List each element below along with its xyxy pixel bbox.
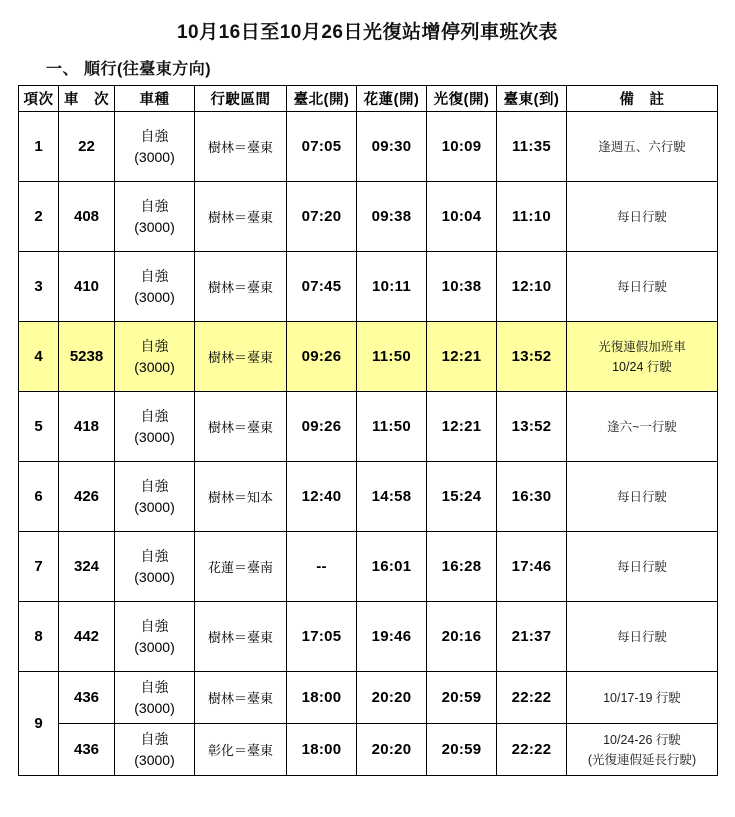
cell-no: 3 bbox=[19, 252, 59, 322]
cell-guangfu: 20:59 bbox=[427, 724, 497, 776]
cell-taitung: 12:10 bbox=[497, 252, 567, 322]
cell-hualien: 20:20 bbox=[357, 724, 427, 776]
cell-type bbox=[115, 462, 195, 532]
cell-taitung: 11:35 bbox=[497, 112, 567, 182]
column-header-note: 備 註 bbox=[567, 86, 718, 112]
cell-type-line2: (3000) bbox=[134, 288, 175, 305]
cell-type bbox=[115, 672, 195, 724]
cell-segment: 樹林＝臺東 bbox=[195, 112, 287, 182]
column-header-guangfu: 光復(開) bbox=[427, 86, 497, 112]
cell-taipei: 07:20 bbox=[287, 182, 357, 252]
cell-note bbox=[567, 602, 718, 672]
cell-no: 4 bbox=[19, 322, 59, 392]
cell-type-line2: (3000) bbox=[134, 699, 175, 716]
column-header-type: 車種 bbox=[115, 86, 195, 112]
cell-note-line1: 逢六~一行駛 bbox=[607, 419, 677, 434]
cell-note bbox=[567, 392, 718, 462]
table-row bbox=[19, 532, 718, 602]
table-row-highlighted bbox=[19, 322, 718, 392]
table-header-row bbox=[19, 86, 718, 112]
cell-note-line1: 逢週五、六行駛 bbox=[598, 139, 686, 154]
cell-type-line1: 自強 bbox=[140, 618, 169, 635]
column-header-train: 車 次 bbox=[59, 86, 115, 112]
cell-taipei: 09:26 bbox=[287, 392, 357, 462]
cell-type-line1: 自強 bbox=[140, 731, 169, 748]
cell-hualien: 16:01 bbox=[357, 532, 427, 602]
cell-segment: 彰化＝臺東 bbox=[195, 724, 287, 776]
cell-segment: 樹林＝臺東 bbox=[195, 182, 287, 252]
cell-train: 442 bbox=[59, 602, 115, 672]
cell-taipei: 07:05 bbox=[287, 112, 357, 182]
cell-type-line1: 自強 bbox=[140, 128, 169, 145]
cell-segment: 樹林＝臺東 bbox=[195, 602, 287, 672]
cell-note-line1: 光復連假加班車 bbox=[598, 339, 686, 354]
cell-note-line1: 每日行駛 bbox=[616, 209, 667, 224]
cell-type bbox=[115, 724, 195, 776]
cell-note bbox=[567, 112, 718, 182]
cell-type-line2: (3000) bbox=[134, 358, 175, 375]
cell-type-line2: (3000) bbox=[134, 568, 175, 585]
cell-train: 22 bbox=[59, 112, 115, 182]
cell-type-line2: (3000) bbox=[134, 218, 175, 235]
cell-segment: 樹林＝臺東 bbox=[195, 392, 287, 462]
cell-type bbox=[115, 532, 195, 602]
cell-taitung: 16:30 bbox=[497, 462, 567, 532]
cell-taitung: 17:46 bbox=[497, 532, 567, 602]
cell-hualien: 19:46 bbox=[357, 602, 427, 672]
cell-taitung: 21:37 bbox=[497, 602, 567, 672]
cell-hualien: 09:30 bbox=[357, 112, 427, 182]
cell-type bbox=[115, 112, 195, 182]
cell-hualien: 11:50 bbox=[357, 322, 427, 392]
cell-guangfu: 16:28 bbox=[427, 532, 497, 602]
cell-no: 7 bbox=[19, 532, 59, 602]
cell-guangfu: 12:21 bbox=[427, 392, 497, 462]
cell-note bbox=[567, 462, 718, 532]
cell-no: 8 bbox=[19, 602, 59, 672]
cell-taipei: 07:45 bbox=[287, 252, 357, 322]
cell-no: 5 bbox=[19, 392, 59, 462]
cell-segment: 樹林＝臺東 bbox=[195, 672, 287, 724]
cell-type-line1: 自強 bbox=[140, 548, 169, 565]
cell-note bbox=[567, 672, 718, 724]
page-title: 10月16日至10月26日光復站增停列車班次表 bbox=[176, 22, 559, 43]
cell-train: 408 bbox=[59, 182, 115, 252]
cell-guangfu: 15:24 bbox=[427, 462, 497, 532]
cell-train: 5238 bbox=[59, 322, 115, 392]
cell-taipei: 18:00 bbox=[287, 672, 357, 724]
cell-train: 324 bbox=[59, 532, 115, 602]
cell-type-line1: 自強 bbox=[140, 338, 169, 355]
cell-train: 436 bbox=[59, 724, 115, 776]
table-row bbox=[19, 602, 718, 672]
cell-hualien: 10:11 bbox=[357, 252, 427, 322]
column-header-segment: 行駛區間 bbox=[195, 86, 287, 112]
cell-note bbox=[567, 182, 718, 252]
cell-note-line1: 每日行駛 bbox=[616, 489, 667, 504]
cell-hualien: 14:58 bbox=[357, 462, 427, 532]
cell-type bbox=[115, 252, 195, 322]
cell-type-line2: (3000) bbox=[134, 428, 175, 445]
column-header-no: 項次 bbox=[19, 86, 59, 112]
table-row bbox=[19, 672, 718, 724]
cell-hualien: 20:20 bbox=[357, 672, 427, 724]
cell-segment: 樹林＝臺東 bbox=[195, 322, 287, 392]
cell-type-line1: 自強 bbox=[140, 679, 169, 696]
column-header-hualien: 花蓮(開) bbox=[357, 86, 427, 112]
cell-note bbox=[567, 724, 718, 776]
cell-no: 1 bbox=[19, 112, 59, 182]
cell-train: 436 bbox=[59, 672, 115, 724]
cell-segment: 花蓮＝臺南 bbox=[195, 532, 287, 602]
cell-note bbox=[567, 252, 718, 322]
cell-note-line1: 10/24-26 行駛 bbox=[603, 732, 681, 747]
column-header-taipei: 臺北(開) bbox=[287, 86, 357, 112]
cell-note-line1: 每日行駛 bbox=[616, 629, 667, 644]
cell-guangfu: 10:09 bbox=[427, 112, 497, 182]
cell-note bbox=[567, 322, 718, 392]
cell-type bbox=[115, 602, 195, 672]
cell-taipei: 09:26 bbox=[287, 322, 357, 392]
cell-type-line1: 自強 bbox=[140, 478, 169, 495]
table-row bbox=[19, 112, 718, 182]
cell-segment: 樹林＝臺東 bbox=[195, 252, 287, 322]
cell-hualien: 09:38 bbox=[357, 182, 427, 252]
cell-taitung: 22:22 bbox=[497, 724, 567, 776]
cell-taipei: -- bbox=[287, 532, 357, 602]
table-row bbox=[19, 182, 718, 252]
cell-note-line1: 10/17-19 行駛 bbox=[603, 690, 681, 705]
cell-train: 418 bbox=[59, 392, 115, 462]
cell-guangfu: 12:21 bbox=[427, 322, 497, 392]
cell-type-line2: (3000) bbox=[134, 638, 175, 655]
cell-taitung: 13:52 bbox=[497, 392, 567, 462]
cell-type-line1: 自強 bbox=[140, 408, 169, 425]
cell-taipei: 17:05 bbox=[287, 602, 357, 672]
cell-guangfu: 20:16 bbox=[427, 602, 497, 672]
cell-type bbox=[115, 182, 195, 252]
cell-type-line1: 自強 bbox=[140, 268, 169, 285]
cell-taitung: 11:10 bbox=[497, 182, 567, 252]
cell-taitung: 13:52 bbox=[497, 322, 567, 392]
cell-train: 426 bbox=[59, 462, 115, 532]
table-row bbox=[19, 252, 718, 322]
cell-taitung: 22:22 bbox=[497, 672, 567, 724]
cell-type bbox=[115, 322, 195, 392]
table-row bbox=[19, 392, 718, 462]
cell-type-line2: (3000) bbox=[134, 148, 175, 165]
cell-note-line2: 10/24 行駛 bbox=[612, 359, 672, 374]
cell-hualien: 11:50 bbox=[357, 392, 427, 462]
table-row bbox=[19, 724, 718, 776]
section-heading: 一、 順行(往臺東方向) bbox=[46, 61, 212, 78]
cell-no: 2 bbox=[19, 182, 59, 252]
schedule-table bbox=[18, 85, 718, 776]
cell-type-line1: 自強 bbox=[140, 198, 169, 215]
cell-no: 9 bbox=[19, 672, 59, 776]
cell-taipei: 18:00 bbox=[287, 724, 357, 776]
cell-no: 6 bbox=[19, 462, 59, 532]
cell-note bbox=[567, 532, 718, 602]
cell-guangfu: 10:04 bbox=[427, 182, 497, 252]
column-header-taitung: 臺東(到) bbox=[497, 86, 567, 112]
cell-taipei: 12:40 bbox=[287, 462, 357, 532]
cell-segment: 樹林＝知本 bbox=[195, 462, 287, 532]
cell-note-line2: (光復連假延長行駛) bbox=[587, 752, 697, 767]
cell-train: 410 bbox=[59, 252, 115, 322]
table-row bbox=[19, 462, 718, 532]
cell-guangfu: 20:59 bbox=[427, 672, 497, 724]
cell-type-line2: (3000) bbox=[134, 751, 175, 768]
cell-type bbox=[115, 392, 195, 462]
cell-note-line1: 每日行駛 bbox=[616, 559, 667, 574]
cell-guangfu: 10:38 bbox=[427, 252, 497, 322]
cell-note-line1: 每日行駛 bbox=[616, 279, 667, 294]
cell-type-line2: (3000) bbox=[134, 498, 175, 515]
